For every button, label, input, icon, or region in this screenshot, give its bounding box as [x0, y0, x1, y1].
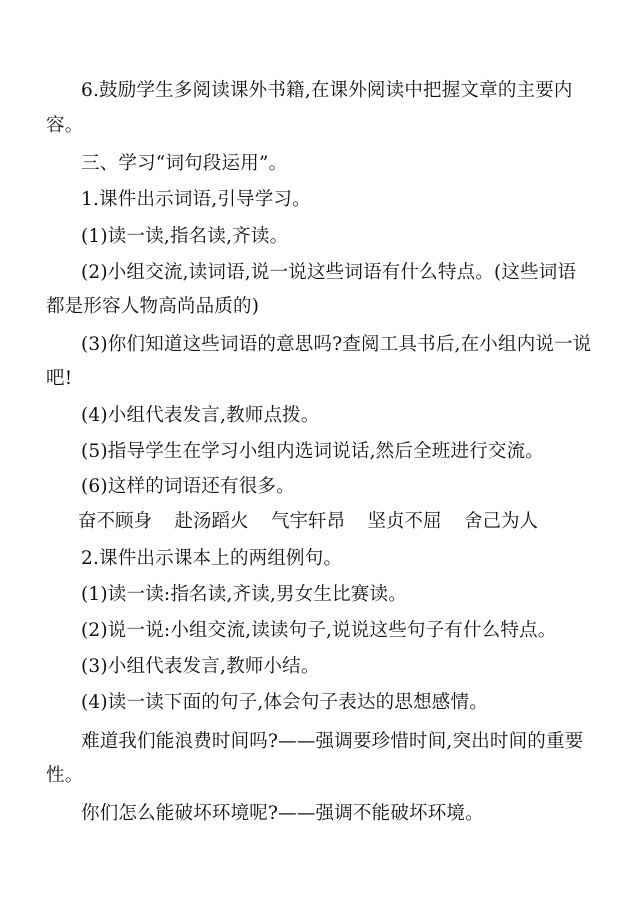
paragraph-line: 2.课件出示课本上的两组例句。 — [81, 548, 343, 569]
paragraph-line: 吧! — [46, 368, 73, 389]
paragraph-line: 性。 — [46, 765, 84, 786]
section-heading: 三、学习“词句段运用”。 — [81, 153, 288, 174]
paragraph-line: 都是形容人物高尚品质的) — [46, 296, 260, 317]
paragraph-line: (1)读一读,指名读,齐读。 — [81, 226, 289, 247]
paragraph-line: 你们怎么能破坏环境呢?——强调不能破坏环境。 — [81, 803, 484, 824]
paragraph-line: 难道我们能浪费时间吗?——强调要珍惜时间,突出时间的重要 — [81, 731, 584, 752]
paragraph-line: (6)这样的词语还有很多。 — [81, 476, 295, 497]
word-item: 气宇轩昂 — [270, 511, 345, 532]
word-list — [78, 511, 538, 533]
paragraph-line: (4)读一读下面的句子,体会句子表达的思想感情。 — [81, 692, 488, 713]
word-item: 奋不顾身 — [78, 511, 153, 532]
paragraph-line: (4)小组代表发言,教师点拨。 — [81, 405, 320, 426]
paragraph-line: (2)说一说:小组交流,读读句子,说说这些句子有什么特点。 — [81, 620, 557, 641]
paragraph-line: (3)小组代表发言,教师小结。 — [81, 656, 320, 677]
word-item: 坚贞不屈 — [367, 511, 442, 532]
word-item: 赴汤蹈火 — [174, 511, 249, 532]
paragraph-line: 6.鼓励学生多阅读课外书籍,在课外阅读中把握文章的主要内 — [81, 80, 573, 101]
paragraph-line: (1)读一读:指名读,齐读,男女生比赛读。 — [81, 584, 407, 605]
paragraph-line: 1.课件出示词语,引导学习。 — [81, 189, 311, 210]
paragraph-line: (3)你们知道这些词语的意思吗?查阅工具书后,在小组内说一说 — [81, 334, 592, 355]
paragraph-line: 容。 — [46, 115, 84, 136]
paragraph-line: (5)指导学生在学习小组内选词说话,然后全班进行交流。 — [81, 441, 544, 462]
paragraph-line: (2)小组交流,读词语,说一说这些词语有什么特点。(这些词语 — [81, 262, 577, 283]
word-item: 舍己为人 — [463, 511, 538, 532]
